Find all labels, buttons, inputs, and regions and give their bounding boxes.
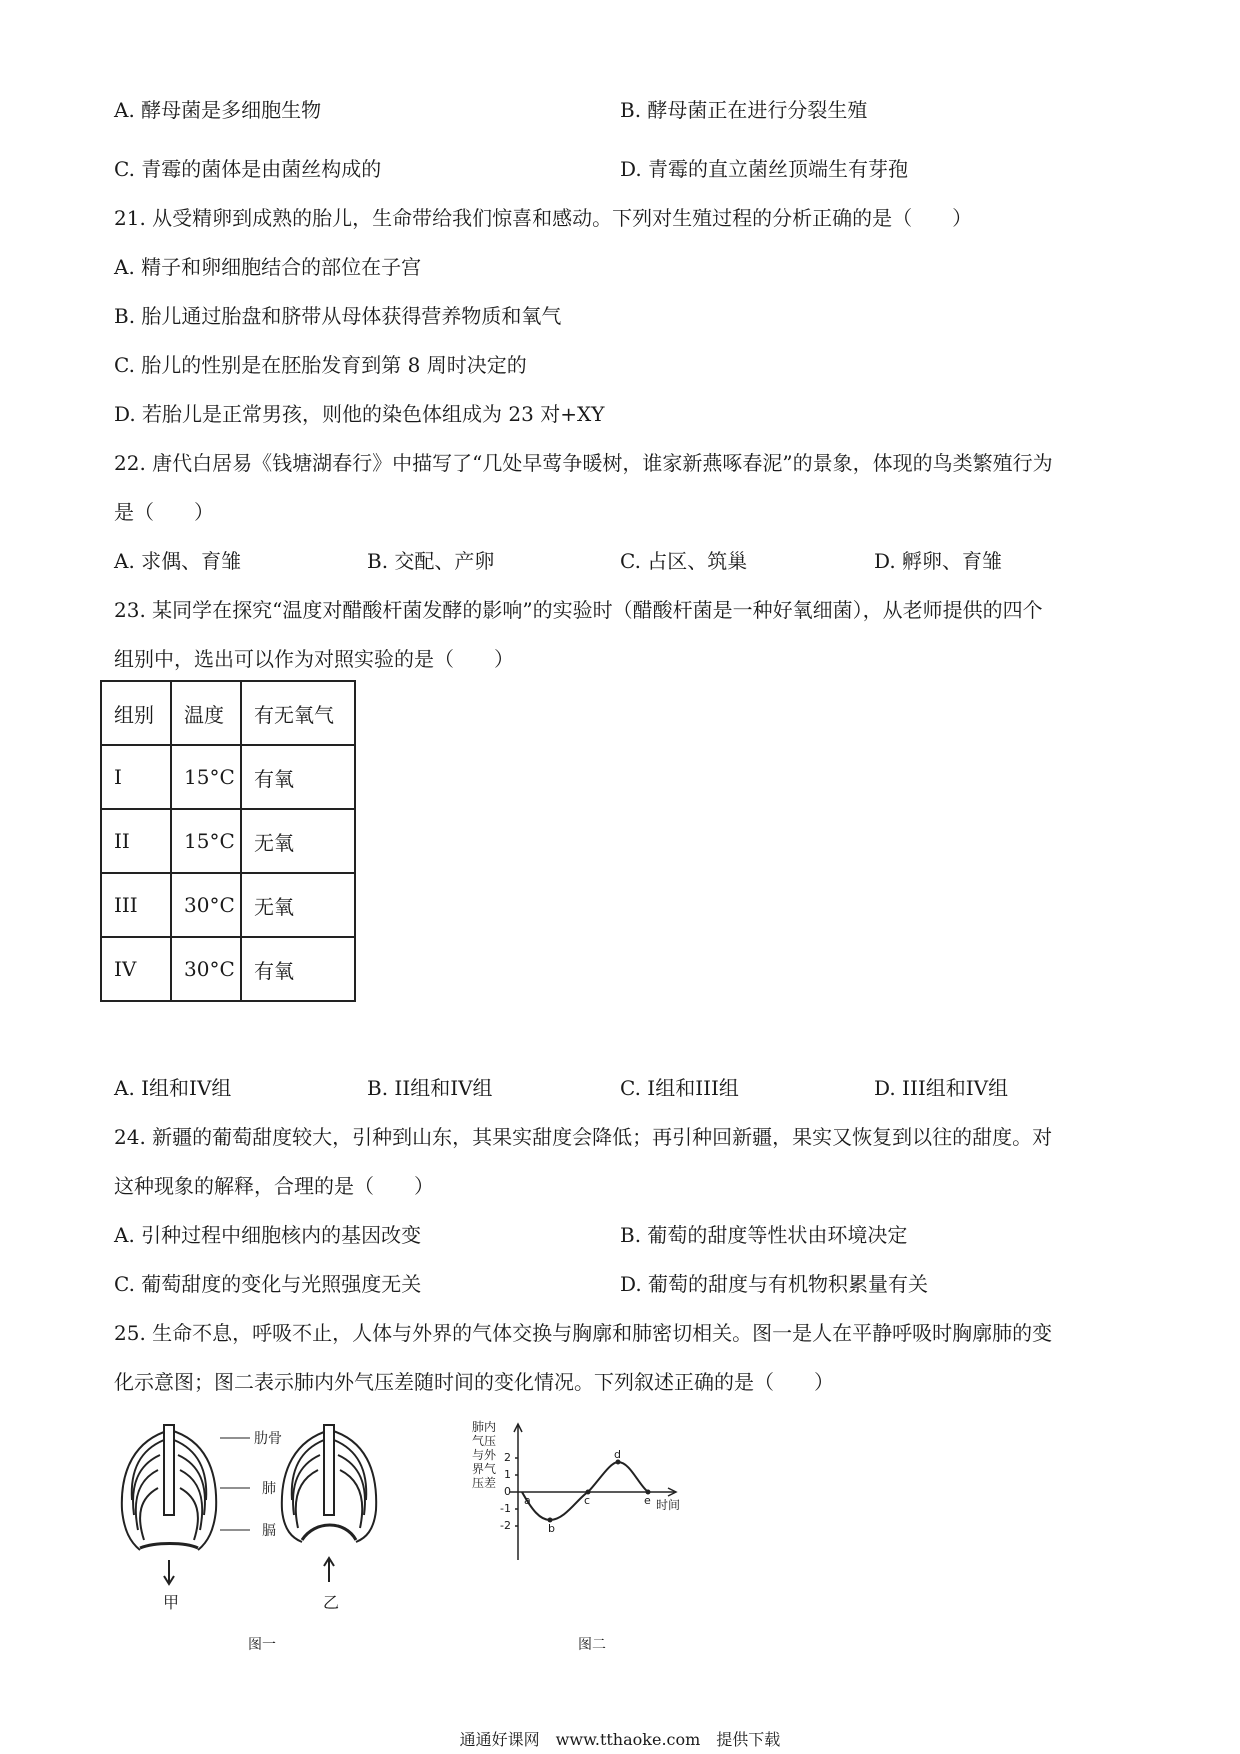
q24-stem-line2: 这种现象的解释，合理的是（ ） [114, 1174, 434, 1198]
fig2-tick: 0 [504, 1485, 511, 1498]
q22-option-a: A. 求偶、育雏 [114, 549, 242, 573]
q23-stem-line1: 23. 某同学在探究“温度对醋酸杆菌发酵的影响”的实验时（醋酸杆菌是一种好氧细菌），从老师提供的四个 [114, 598, 1043, 622]
q22-option-d: D. 孵卵、育雏 [874, 549, 1003, 573]
table-header: 温度 [171, 681, 241, 745]
q23-option-d: D. III组和IV组 [874, 1076, 1009, 1100]
fig1-label-diaphragm: 膈 [262, 1523, 276, 1539]
fig2-point-label: e [644, 1494, 651, 1507]
fig2-point-label: d [614, 1448, 621, 1461]
table-cell: 无氧 [241, 809, 355, 873]
table-row [101, 873, 355, 937]
rib-cage-right-icon [282, 1425, 376, 1582]
q21-option-b: B. 胎儿通过胎盘和脐带从母体获得营养物质和氧气 [114, 304, 562, 328]
table-cell: IV [101, 937, 171, 1001]
q24-option-d: D. 葡萄的甜度与有机物积累量有关 [620, 1272, 929, 1296]
table-cell: III [101, 873, 171, 937]
q22-option-b: B. 交配、产卵 [367, 549, 495, 573]
q25-stem-line1: 25. 生命不息，呼吸不止，人体与外界的气体交换与胸廓和肺密切相关。图一是人在平静呼吸时胸廓肺的变 [114, 1321, 1053, 1345]
q23-option-a: A. I组和IV组 [114, 1076, 232, 1100]
q25-stem-line2: 化示意图；图二表示肺内外气压差随时间的变化情况。下列叙述正确的是（ ） [114, 1370, 834, 1394]
table-cell: 有氧 [241, 937, 355, 1001]
fig1-label-left: 甲 [163, 1593, 180, 1612]
table-row [101, 745, 355, 809]
fig2-tick: 1 [504, 1468, 511, 1481]
table-row [101, 809, 355, 873]
q20-option-a: A. 酵母菌是多细胞生物 [114, 98, 322, 122]
q21-option-a: A. 精子和卵细胞结合的部位在子宫 [114, 255, 422, 279]
table-row [101, 937, 355, 1001]
fig2-point-label: b [548, 1522, 555, 1535]
fig2-ylabel: 肺内气压与外界气压差 [472, 1420, 497, 1490]
fig1-label-rib: 肋骨 [254, 1431, 282, 1447]
table-cell: 15°C [171, 809, 241, 873]
table-header: 有无氧气 [241, 681, 355, 745]
fig2-caption: 图二 [578, 1637, 606, 1653]
fig2-tick: -2 [500, 1519, 511, 1532]
q23-option-b: B. II组和IV组 [367, 1076, 493, 1100]
table-cell: II [101, 809, 171, 873]
table-cell: 15°C [171, 745, 241, 809]
q22-stem-line1: 22. 唐代白居易《钱塘湖春行》中描写了“几处早莺争暖树，谁家新燕啄春泥”的景象，体现的鸟类繁殖行为 [114, 451, 1053, 475]
fig2-tick: 2 [504, 1451, 511, 1464]
fig2-point-label: a [524, 1494, 531, 1507]
q24-stem-line1: 24. 新疆的葡萄甜度较大，引种到山东，其果实甜度会降低；再引种回新疆，果实又恢复到以往的甜度。对 [114, 1125, 1053, 1149]
q23-option-c: C. I组和III组 [620, 1076, 739, 1100]
table-header: 组别 [101, 681, 171, 745]
fig1-caption: 图一 [248, 1637, 276, 1653]
fig2-xlabel: 时间 [656, 1498, 681, 1512]
table-cell: 有氧 [241, 745, 355, 809]
q21-option-c: C. 胎儿的性别是在胚胎发育到第 8 周时决定的 [114, 353, 527, 377]
table-cell: 30°C [171, 937, 241, 1001]
figure-2-pressure-graph [470, 1420, 690, 1570]
page-footer: 通通好课网 www.tthaoke.com 提供下载 [459, 1730, 781, 1749]
q22-stem-line2: 是（ ） [114, 500, 214, 524]
q20-option-b: B. 酵母菌正在进行分裂生殖 [620, 98, 868, 122]
q22-option-c: C. 占区、筑巢 [620, 549, 748, 573]
fig1-label-right: 乙 [323, 1593, 340, 1612]
q23-table [100, 680, 356, 1002]
q20-option-c: C. 青霉的菌体是由菌丝构成的 [114, 157, 382, 181]
q24-option-b: B. 葡萄的甜度等性状由环境决定 [620, 1223, 908, 1247]
q24-option-c: C. 葡萄甜度的变化与光照强度无关 [114, 1272, 422, 1296]
table-cell: 30°C [171, 873, 241, 937]
q24-option-a: A. 引种过程中细胞核内的基因改变 [114, 1223, 422, 1247]
q21-option-d: D. 若胎儿是正常男孩，则他的染色体组成为 23 对+XY [114, 402, 605, 426]
table-cell: 无氧 [241, 873, 355, 937]
q21-stem: 21. 从受精卵到成熟的胎儿，生命带给我们惊喜和感动。下列对生殖过程的分析正确的是（ ） [114, 206, 973, 230]
q23-stem-line2: 组别中，选出可以作为对照实验的是（ ） [114, 647, 514, 671]
q20-option-d: D. 青霉的直立菌丝顶端生有芽孢 [620, 157, 909, 181]
fig2-point-label: c [584, 1494, 591, 1507]
table-cell: I [101, 745, 171, 809]
fig2-tick: -1 [500, 1502, 511, 1515]
table-header-row [101, 681, 355, 745]
rib-cage-left-icon [122, 1425, 216, 1584]
fig1-label-lung: 肺 [262, 1481, 276, 1497]
